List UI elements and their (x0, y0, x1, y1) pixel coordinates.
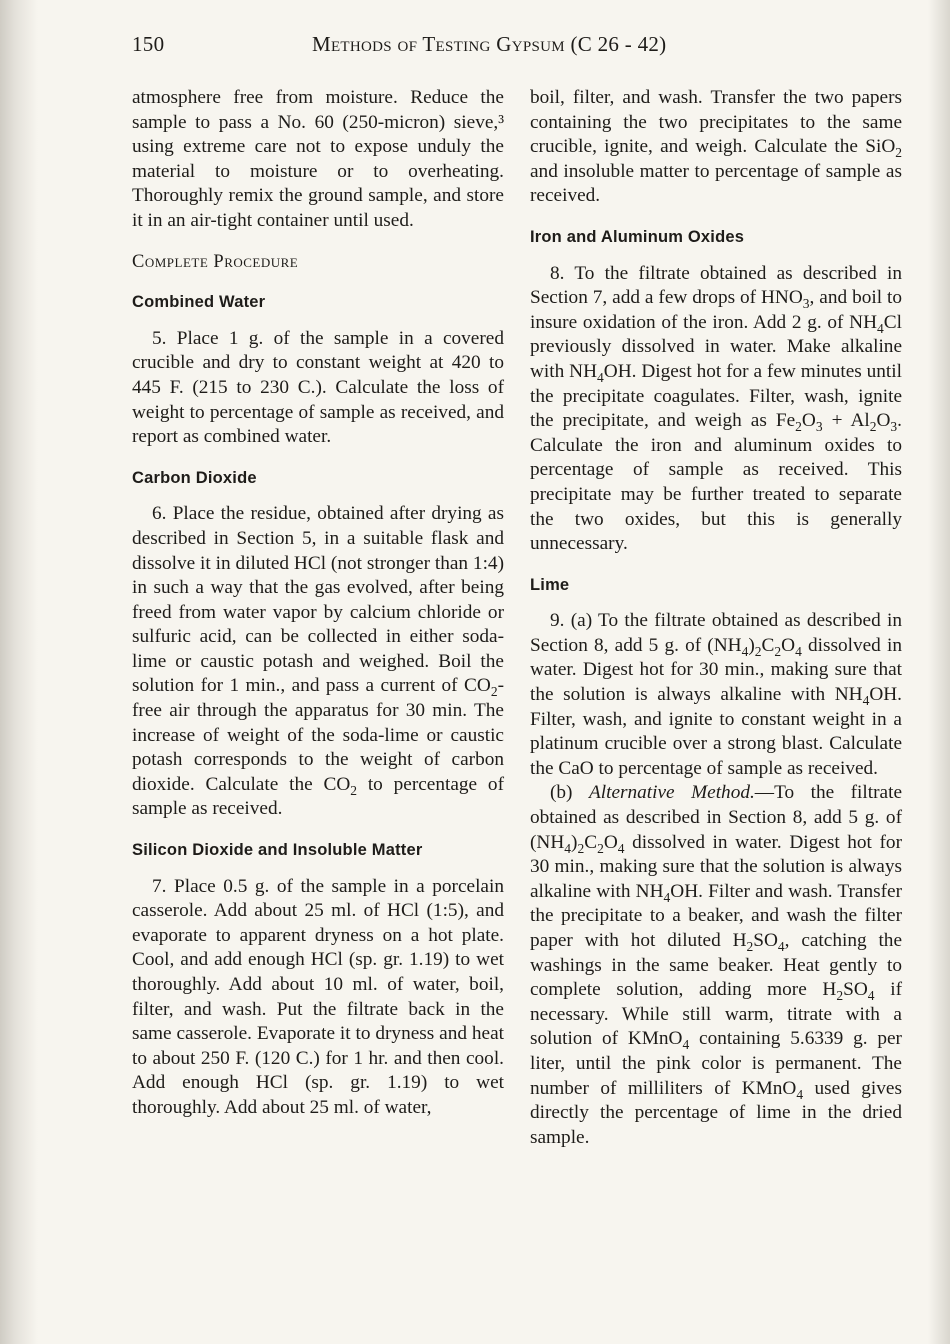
page-number: 150 (132, 32, 165, 56)
section-9b-paragraph: (b) Alternative Method.—To the filtrate obtained as described in Section 8, add 5 g. of $(NH_4)_2C_2O_4$ dissolved in water. Digest hot for 30 min., making sure that the solution is always alkaline with $NH_4OH$. Filter and wash. Transfer the precipitate to a beaker, and wash the filter paper with hot diluted $H_2SO_4$, catching the washings in the same beaker. Heat gently to complete solution, adding more $H_2SO_4$ if necessary. While still warm, titrate with a solution of KMnO$_4$ containing 5.6339 g. per liter, until the pink color is permanent. The number of milliliters of KMnO$_4$ used gives directly the percentage of lime in the dried sample. (530, 782, 903, 1148)
silicon-dioxide-heading: Silicon Dioxide and Insoluble Matter (132, 841, 423, 860)
running-head: Methods of Testing Gypsum (C 26 - 42) (312, 32, 667, 56)
section-8-paragraph: 8. To the filtrate obtained as described in Section 7, add a few drops of $HNO_3$, and boil to insure oxidation of the iron. Add 2 g. of $NH_4Cl$ previously dissolved in water. Make alkaline with $NH_4OH$. Digest hot for a few minutes until the precipitate coagulates. Filter, wash, ignite the precipitate, and weigh as $Fe_2O_3 + Al_2O_3$. Calculate the iron and aluminum oxides to percentage of sample as received. This precipitate may be further treated to separate the two oxides, but this is generally unnecessary. (530, 262, 902, 555)
intro-paragraph: atmosphere free from moisture. Reduce the sample to pass a No. 60 (250-micron) sieve,³ using extreme care not to expose unduly the material to moisture or to overheating. Thoroughly remix the ground sample, and store it in an air-tight container until used. (132, 87, 504, 231)
section-6-paragraph: 6. Place the residue, obtained after drying as described in Section 5, in a suitable flask and dissolve it in diluted HCl (not stronger than 1:4) in such a way that the gas evolved, after being freed from water vapor by calcium chloride or sulfuric acid, can be collected in either soda-lime or caustic potash and weighed. Boil the solution for 1 min., and pass a current of $CO_2$-free air through the apparatus for 30 min. The increase of weight of the soda-lime or caustic potash corresponds to the weight of carbon dioxide. Calculate the $CO_2$ to percentage of sample as received. (132, 503, 504, 820)
page-shadow-right (928, 0, 950, 1344)
lime-heading: Lime (530, 575, 570, 594)
carbon-dioxide-heading: Carbon Dioxide (132, 468, 257, 487)
iron-aluminum-heading: Iron and Aluminum Oxides (530, 227, 745, 246)
section-7-paragraph: 7. Place 0.5 g. of the sample in a porcelain casserole. Add about 25 ml. of HCl (1:5), and evaporate to apparent dryness on a hot plate. Cool, and add enough HCl (sp. gr. 1.19) to wet thoroughly. Add about 10 ml. of water, boil, filter, and wash. Put the filtrate back in the same casserole. Evaporate it to dryness and heat to about 250 F. (120 C.) for 1 hr. and then cool. Add enough HCl (sp. gr. 1.19) to wet thoroughly. Add about 25 ml. of water, (132, 875, 504, 1118)
right-column (530, 86, 902, 1150)
page-header (132, 32, 912, 62)
complete-procedure-heading: Complete Procedure (132, 251, 299, 272)
combined-water-heading: Combined Water (132, 293, 266, 312)
left-column (132, 86, 504, 1121)
section-5-paragraph: 5. Place 1 g. of the sample in a covered crucible and dry to constant weight at 420 to 445 F. (215 to 230 C.). Calculate the loss of weight to percentage of sample as received, and report as combined water. (132, 327, 504, 448)
section-7-continued: boil, filter, and wash. Transfer the two papers containing the two precipitates to the same crucible, ignite, and weigh. Calculate the SiO$_2$ and insoluble matter to percentage of sample as received. (530, 87, 902, 207)
section-9a-paragraph: 9. (a) To the filtrate obtained as described in Section 8, add 5 g. of $(NH_4)_2C_2O_4$ dissolved in water. Digest hot for 30 min., making sure that the solution is always alkaline with $NH_4OH$. Filter, wash, and ignite to constant weight in a platinum crucible over a strong blast. Calculate the CaO to percentage of sample as received. (530, 610, 902, 779)
page-shadow-left (0, 0, 38, 1344)
